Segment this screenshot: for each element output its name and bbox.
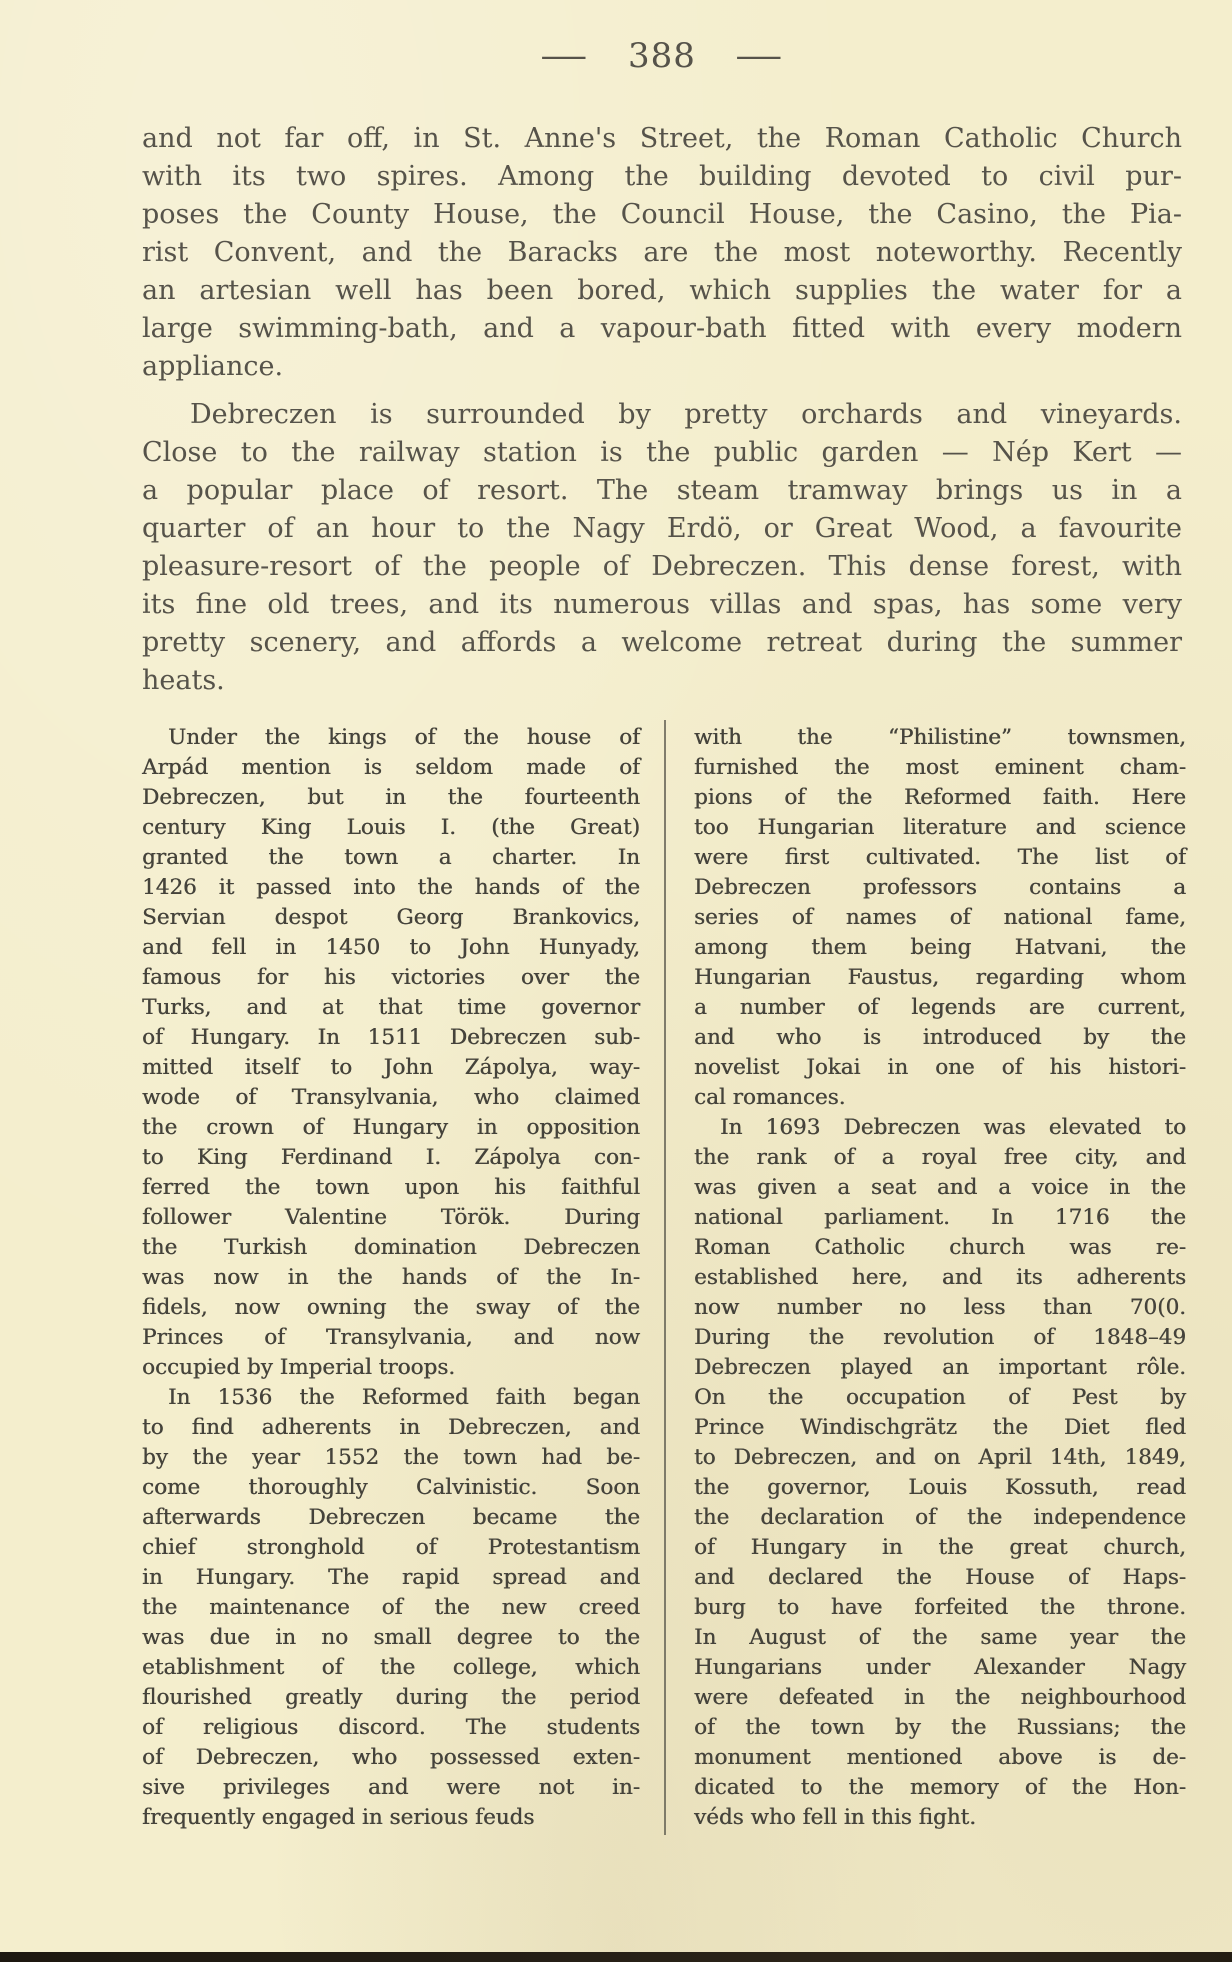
- text-line: monument mentioned above is de-: [694, 1745, 1186, 1770]
- paragraph: [142, 396, 1182, 700]
- text-line: come thoroughly Calvinistic. Soon: [142, 1475, 640, 1500]
- text-line: in Hungary. The rapid spread and: [142, 1565, 640, 1590]
- text-line: its fine old trees, and its numerous villas and spas, has some very: [142, 589, 1182, 620]
- paragraph: [142, 120, 1182, 386]
- text-line: 1426 it passed into the hands of the: [142, 875, 640, 900]
- text-line: véds who fell in this fight.: [694, 1805, 977, 1830]
- text-line: In August of the same year the: [694, 1625, 1186, 1650]
- text-line: ferred the town upon his faithful: [142, 1175, 640, 1200]
- text-line: now number no less than 70(0.: [694, 1295, 1186, 1320]
- text-line: novelist Jokai in one of his histori-: [694, 1055, 1186, 1080]
- text-line: the Turkish domination Debreczen: [142, 1235, 640, 1260]
- text-line: Debreczen professors contains a: [694, 875, 1186, 900]
- text-line: occupied by Imperial troops.: [142, 1355, 456, 1380]
- text-line: Princes of Transylvania, and now: [142, 1325, 640, 1350]
- text-line: granted the town a charter. In: [142, 845, 640, 870]
- header-dash-left: —: [540, 36, 590, 76]
- intro-text-block: [142, 120, 1182, 700]
- text-line: Close to the railway station is the public garden — Nép Kert —: [142, 437, 1182, 468]
- text-line: with its two spires. Among the building devoted to civil pur-: [142, 161, 1182, 192]
- text-line: Hungarians under Alexander Nagy: [694, 1655, 1186, 1680]
- text-line: Arpád mention is seldom made of: [142, 755, 640, 780]
- text-line: the crown of Hungary in opposition: [142, 1115, 640, 1140]
- text-line: series of names of national fame,: [694, 905, 1186, 930]
- paragraph: [142, 1383, 640, 1833]
- text-line: the declaration of the independence: [694, 1505, 1186, 1530]
- paragraph: [142, 723, 640, 1383]
- text-line: Servian despot Georg Brankovics,: [142, 905, 640, 930]
- text-line: Debreczen is surrounded by pretty orchards and vineyards.: [190, 399, 1182, 430]
- page-number: 388: [628, 36, 696, 76]
- text-line: were defeated in the neighbourhood: [694, 1685, 1186, 1710]
- text-line: by the year 1552 the town had be-: [142, 1445, 640, 1470]
- text-line: the maintenance of the new creed: [142, 1595, 640, 1620]
- text-line: follower Valentine Török. During: [142, 1205, 640, 1230]
- text-line: the governor, Louis Kossuth, read: [694, 1475, 1186, 1500]
- text-line: of religious discord. The students: [142, 1715, 640, 1740]
- text-line: were first cultivated. The list of: [694, 845, 1186, 870]
- text-line: Roman Catholic church was re-: [694, 1235, 1186, 1260]
- text-line: rist Convent, and the Baracks are the most noteworthy. Recently: [142, 237, 1182, 268]
- text-line: burg to have forfeited the throne.: [694, 1595, 1186, 1620]
- text-line: of Hungary. In 1511 Debreczen sub-: [142, 1025, 640, 1050]
- text-line: appliance.: [142, 351, 284, 382]
- text-line: Turks, and at that time governor: [142, 995, 640, 1020]
- column-divider-rule: [664, 720, 666, 1835]
- text-line: During the revolution of 1848–49: [694, 1325, 1186, 1350]
- text-line: mitted itself to John Zápolya, way-: [142, 1055, 640, 1080]
- text-line: In 1536 the Reformed faith began: [168, 1385, 640, 1410]
- text-line: heats.: [142, 665, 225, 696]
- text-line: and declared the House of Haps-: [694, 1565, 1186, 1590]
- text-line: frequently engaged in serious feuds: [142, 1805, 535, 1830]
- text-line: furnished the most eminent cham-: [694, 755, 1186, 780]
- text-line: Debreczen played an important rôle.: [694, 1355, 1186, 1380]
- text-line: Hungarian Faustus, regarding whom: [694, 965, 1186, 990]
- text-line: chief stronghold of Protestantism: [142, 1535, 640, 1560]
- text-line: In 1693 Debreczen was elevated to: [720, 1115, 1186, 1140]
- page-header: [142, 36, 1182, 76]
- text-line: the rank of a royal free city, and: [694, 1145, 1186, 1170]
- text-line: to King Ferdinand I. Zápolya con-: [142, 1145, 640, 1170]
- text-line: a number of legends are current,: [694, 995, 1186, 1020]
- paragraph: [694, 723, 1186, 1113]
- text-line: dicated to the memory of the Hon-: [694, 1775, 1186, 1800]
- text-line: wode of Transylvania, who claimed: [142, 1085, 640, 1110]
- text-line: flourished greatly during the period: [142, 1685, 640, 1710]
- text-line: On the occupation of Pest by: [694, 1385, 1186, 1410]
- right-column: [694, 723, 1186, 1833]
- text-line: and not far off, in St. Anne's Street, the Roman Catholic Church: [142, 123, 1182, 154]
- text-line: sive privileges and were not in-: [142, 1775, 640, 1800]
- text-line: pleasure-resort of the people of Debreczen. This dense forest, with: [142, 551, 1182, 582]
- text-line: national parliament. In 1716 the: [694, 1205, 1186, 1230]
- text-line: quarter of an hour to the Nagy Erdö, or Great Wood, a favourite: [142, 513, 1182, 544]
- text-line: and who is introduced by the: [694, 1025, 1186, 1050]
- text-line: poses the County House, the Council House, the Casino, the Pia-: [142, 199, 1182, 230]
- text-line: etablishment of the college, which: [142, 1655, 640, 1680]
- text-line: was given a seat and a voice in the: [694, 1175, 1186, 1200]
- text-line: famous for his victories over the: [142, 965, 640, 990]
- text-line: of Hungary in the great church,: [694, 1535, 1186, 1560]
- text-line: cal romances.: [694, 1085, 846, 1110]
- text-line: a popular place of resort. The steam tramway brings us in a: [142, 475, 1182, 506]
- text-line: large swimming-bath, and a vapour-bath fitted with every modern: [142, 313, 1182, 344]
- text-line: of the town by the Russians; the: [694, 1715, 1186, 1740]
- left-column: [142, 723, 640, 1833]
- text-line: afterwards Debreczen became the: [142, 1505, 640, 1530]
- text-line: an artesian well has been bored, which supplies the water for a: [142, 275, 1182, 306]
- page-bottom-scan-edge: [0, 1952, 1232, 1962]
- text-line: was now in the hands of the In-: [142, 1265, 640, 1290]
- text-line: among them being Hatvani, the: [694, 935, 1186, 960]
- text-line: century King Louis I. (the Great): [142, 815, 640, 840]
- text-line: to Debreczen, and on April 14th, 1849,: [694, 1445, 1186, 1470]
- text-line: Under the kings of the house of: [168, 725, 640, 750]
- text-line: pions of the Reformed faith. Here: [694, 785, 1186, 810]
- text-line: established here, and its adherents: [694, 1265, 1186, 1290]
- text-line: with the “Philistine” townsmen,: [694, 725, 1186, 750]
- text-line: Debreczen, but in the fourteenth: [142, 785, 640, 810]
- text-line: and fell in 1450 to John Hunyady,: [142, 935, 640, 960]
- text-line: to find adherents in Debreczen, and: [142, 1415, 640, 1440]
- text-line: too Hungarian literature and science: [694, 815, 1186, 840]
- text-line: fidels, now owning the sway of the: [142, 1295, 640, 1320]
- text-line: Prince Windischgrätz the Diet fled: [694, 1415, 1186, 1440]
- paragraph: [694, 1113, 1186, 1833]
- text-line: of Debreczen, who possessed exten-: [142, 1745, 640, 1770]
- text-line: pretty scenery, and affords a welcome retreat during the summer: [142, 627, 1182, 658]
- header-dash-right: —: [734, 36, 784, 76]
- text-line: was due in no small degree to the: [142, 1625, 640, 1650]
